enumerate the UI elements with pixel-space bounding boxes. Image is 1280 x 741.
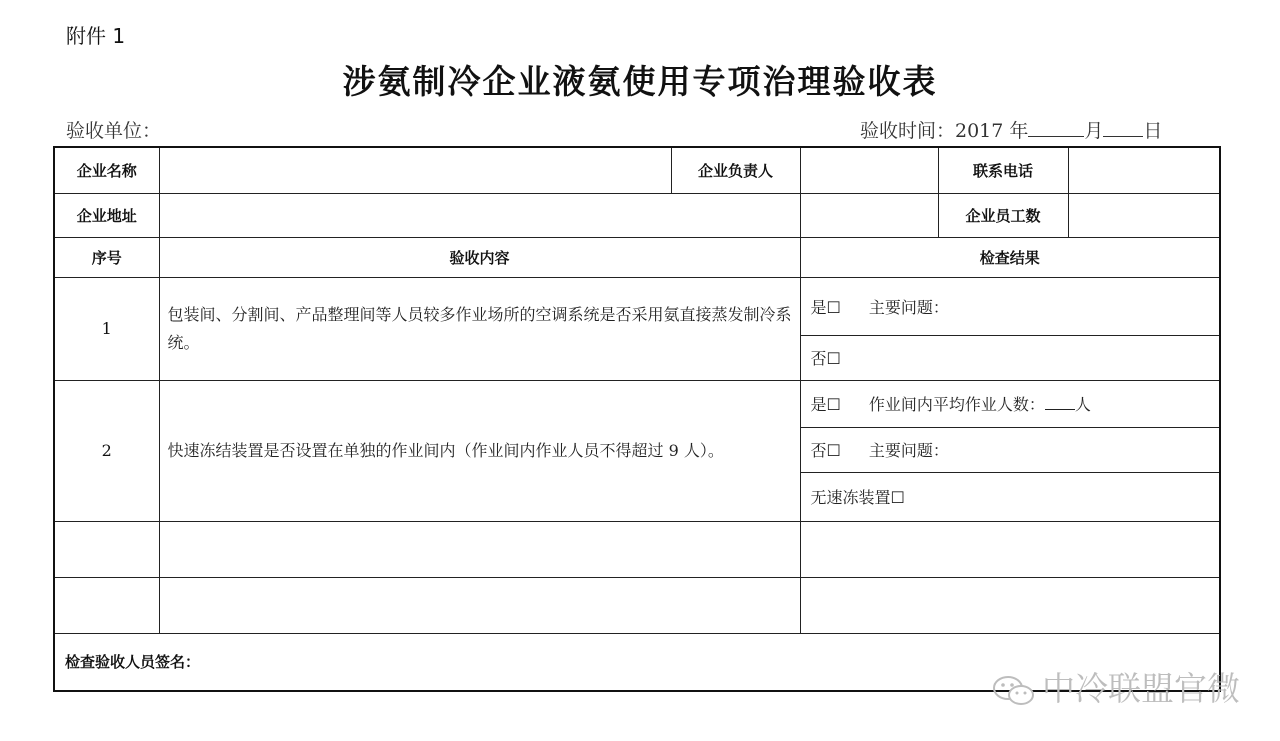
item-2-content: 快速冻结装置是否设置在单独的作业间内（作业间内作业人员不得超过 9 人）。: [159, 380, 800, 521]
empty-no-cell[interactable]: [54, 577, 159, 633]
empty-content-cell[interactable]: [159, 577, 800, 633]
empty-result-cell[interactable]: [800, 521, 1220, 577]
item-1-yes-note: 主要问题：: [868, 297, 949, 317]
worker-count-blank[interactable]: [1045, 395, 1075, 410]
inspection-unit-label: 验收单位：: [66, 120, 162, 142]
table-row: [54, 277, 1220, 335]
company-name-field[interactable]: [159, 147, 671, 193]
table-row: [54, 521, 1220, 577]
item-1-no-checkbox[interactable]: 否☐: [810, 349, 841, 368]
company-address-field[interactable]: [159, 193, 800, 237]
signature-label[interactable]: 检查验收人员签名：: [54, 633, 1220, 691]
page-title: 涉氨制冷企业液氨使用专项治理验收表: [342, 62, 938, 101]
item-2-no-note: 主要问题：: [868, 441, 949, 460]
responsible-person-label: 企业负责人: [671, 147, 800, 193]
column-header-row: [54, 237, 1220, 277]
col-header-result: 检查结果: [800, 237, 1220, 277]
watermark: [992, 663, 1240, 710]
company-address-label: 企业地址: [54, 193, 159, 237]
item-1-no-row: [800, 335, 1220, 380]
empty-no-cell[interactable]: [54, 521, 159, 577]
wechat-icon: [992, 674, 1036, 708]
item-2-no-checkbox[interactable]: 否☐: [810, 441, 841, 460]
staff-count-label: 企业员工数: [938, 193, 1068, 237]
item-2-none-checkbox[interactable]: 无速冻装置☐: [810, 488, 905, 507]
phone-label: 联系电话: [938, 147, 1068, 193]
item-2-yes-row: [800, 380, 1220, 427]
item-1-no: 1: [54, 277, 159, 380]
item-2-no: 2: [54, 380, 159, 521]
address-extra-field[interactable]: [800, 193, 938, 237]
item-1-content: 包装间、分割间、产品整理间等人员较多作业场所的空调系统是否采用氨直接蒸发制冷系统。: [159, 277, 800, 380]
month-label: 月: [1084, 120, 1104, 142]
date-prefix: 验收时间：2017 年: [860, 120, 1029, 142]
item-2-no-row: [800, 427, 1220, 472]
day-blank[interactable]: [1103, 118, 1143, 137]
col-header-content: 验收内容: [159, 237, 800, 277]
company-address-row: [54, 193, 1220, 237]
staff-count-field[interactable]: [1068, 193, 1220, 237]
company-name-row: [54, 147, 1220, 193]
attachment-label: 附件 1: [66, 24, 126, 48]
item-2-yes-note: 作业间内平均作业人数：: [868, 395, 1045, 414]
inspection-date: [860, 116, 1162, 143]
company-name-label: 企业名称: [54, 147, 159, 193]
responsible-person-field[interactable]: [800, 147, 938, 193]
watermark-text: 中冷联盟官微: [1042, 669, 1240, 708]
table-row: [54, 380, 1220, 427]
item-2-none-row: [800, 472, 1220, 521]
month-blank[interactable]: [1028, 118, 1084, 137]
item-2-yes-checkbox[interactable]: 是☐: [810, 395, 841, 414]
item-1-yes-row: [800, 277, 1220, 335]
col-header-no: 序号: [54, 237, 159, 277]
item-2-yes-unit: 人: [1074, 395, 1091, 414]
acceptance-form-table: [53, 146, 1221, 692]
empty-result-cell[interactable]: [800, 577, 1220, 633]
phone-field[interactable]: [1068, 147, 1220, 193]
table-row: [54, 577, 1220, 633]
day-label: 日: [1143, 120, 1163, 142]
empty-content-cell[interactable]: [159, 521, 800, 577]
item-1-yes-checkbox[interactable]: 是☐: [810, 297, 841, 317]
